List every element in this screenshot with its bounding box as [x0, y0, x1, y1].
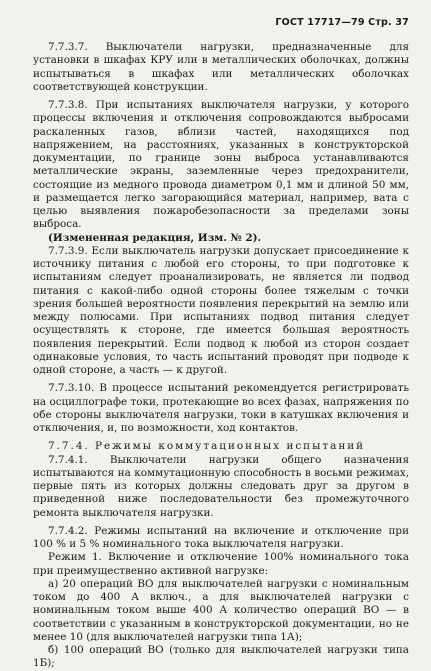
paragraph-7-7-3-9: 7.7.3.9. Если выключатель нагрузки допускает присоединение к источнику питания с любой его стороны, то при подготовке к испытаниям следует проанализировать, не является ли подвод питания с какой-либо одной стороны более тяжелым с точки зрения большей вероятности появления перекрытий на землю или между полюсами. При испытаниях подвод питания следует осуществлять к стороне, где имеется большая вероятность появления перекрытий. Если подвод к любой из сторон создает одинаковые условия, то часть испытаний проводят при подводе к одной стороне, а часть — к другой. — [33, 244, 409, 376]
mode-1-heading: Режим 1. Включение и отключение 100% номинального тока при преимущественно активной нагрузке: — [33, 551, 409, 577]
section-heading-7-7-4: 7.7.4. Режимы коммутационных испытаний — [48, 440, 366, 453]
paragraph-7-7-3-10: 7.7.3.10. В процессе испытаний рекомендуется регистрировать на осциллографе токи, протекающие во всех фазах, напряжения по обе стороны выключателя нагрузки, токи в катушках включения и отключения, и, по возможности, ход контактов. — [33, 382, 409, 434]
amendment-note: (Измененная редакция, Изм. № 2). — [48, 231, 262, 244]
body-text — [33, 41, 409, 671]
page-number: Стр. 37 — [368, 17, 409, 28]
list-item-a: а) 20 операций ВО для выключателей нагрузки с номинальным током до 400 А включ., а для выключателей нагрузки с номинальным током выше 400 А количество операций ВО — в соответствии с указанным в конструкторской документации, но не менее 10 (для выключателей нагрузки типа 1А); — [33, 577, 409, 643]
standard-number: ГОСТ 17717—79 — [275, 17, 365, 28]
paragraph-7-7-4-2: 7.7.4.2. Режимы испытаний на включение и отключение при 100 % и 5 % номинального тока выключателя нагрузки. — [33, 524, 409, 550]
page-header — [275, 17, 409, 28]
paragraph-7-7-3-7: 7.7.3.7. Выключатели нагрузки, предназначенные для установки в шкафах КРУ или в металлических оболочках, должны испытываться в шкафах или металлических оболочках соответствующей конструкции. — [33, 41, 409, 93]
paragraph-7-7-3-8: 7.7.3.8. При испытаниях выключателя нагрузки, у которого процессы включения и отключения сопровождаются выбросами раскаленных газов, вблизи частей, находящихся под напряжением, на расстояниях, указанных в конструкторской документации, по границе зоны выброса устанавливаются металлические экраны, заземленные через предохранители, состоящие из медного провода диаметром 0,1 мм и длиной 50 мм, и размещается легко загорающийся материал, например, вата с целью выявления пожаробезопасности за пределами зоны выброса. — [33, 99, 409, 231]
list-item-b: б) 100 операций ВО (только для выключателей нагрузки типа 1Б); — [33, 644, 409, 670]
paragraph-7-7-4-1: 7.7.4.1. Выключатели нагрузки общего назначения испытываются на коммутационную способность в восьми режимах, первые пять из которых должны следовать друг за другом в приведенной ниже последовательности без промежуточного ремонта выключателя нагрузки. — [33, 453, 409, 519]
